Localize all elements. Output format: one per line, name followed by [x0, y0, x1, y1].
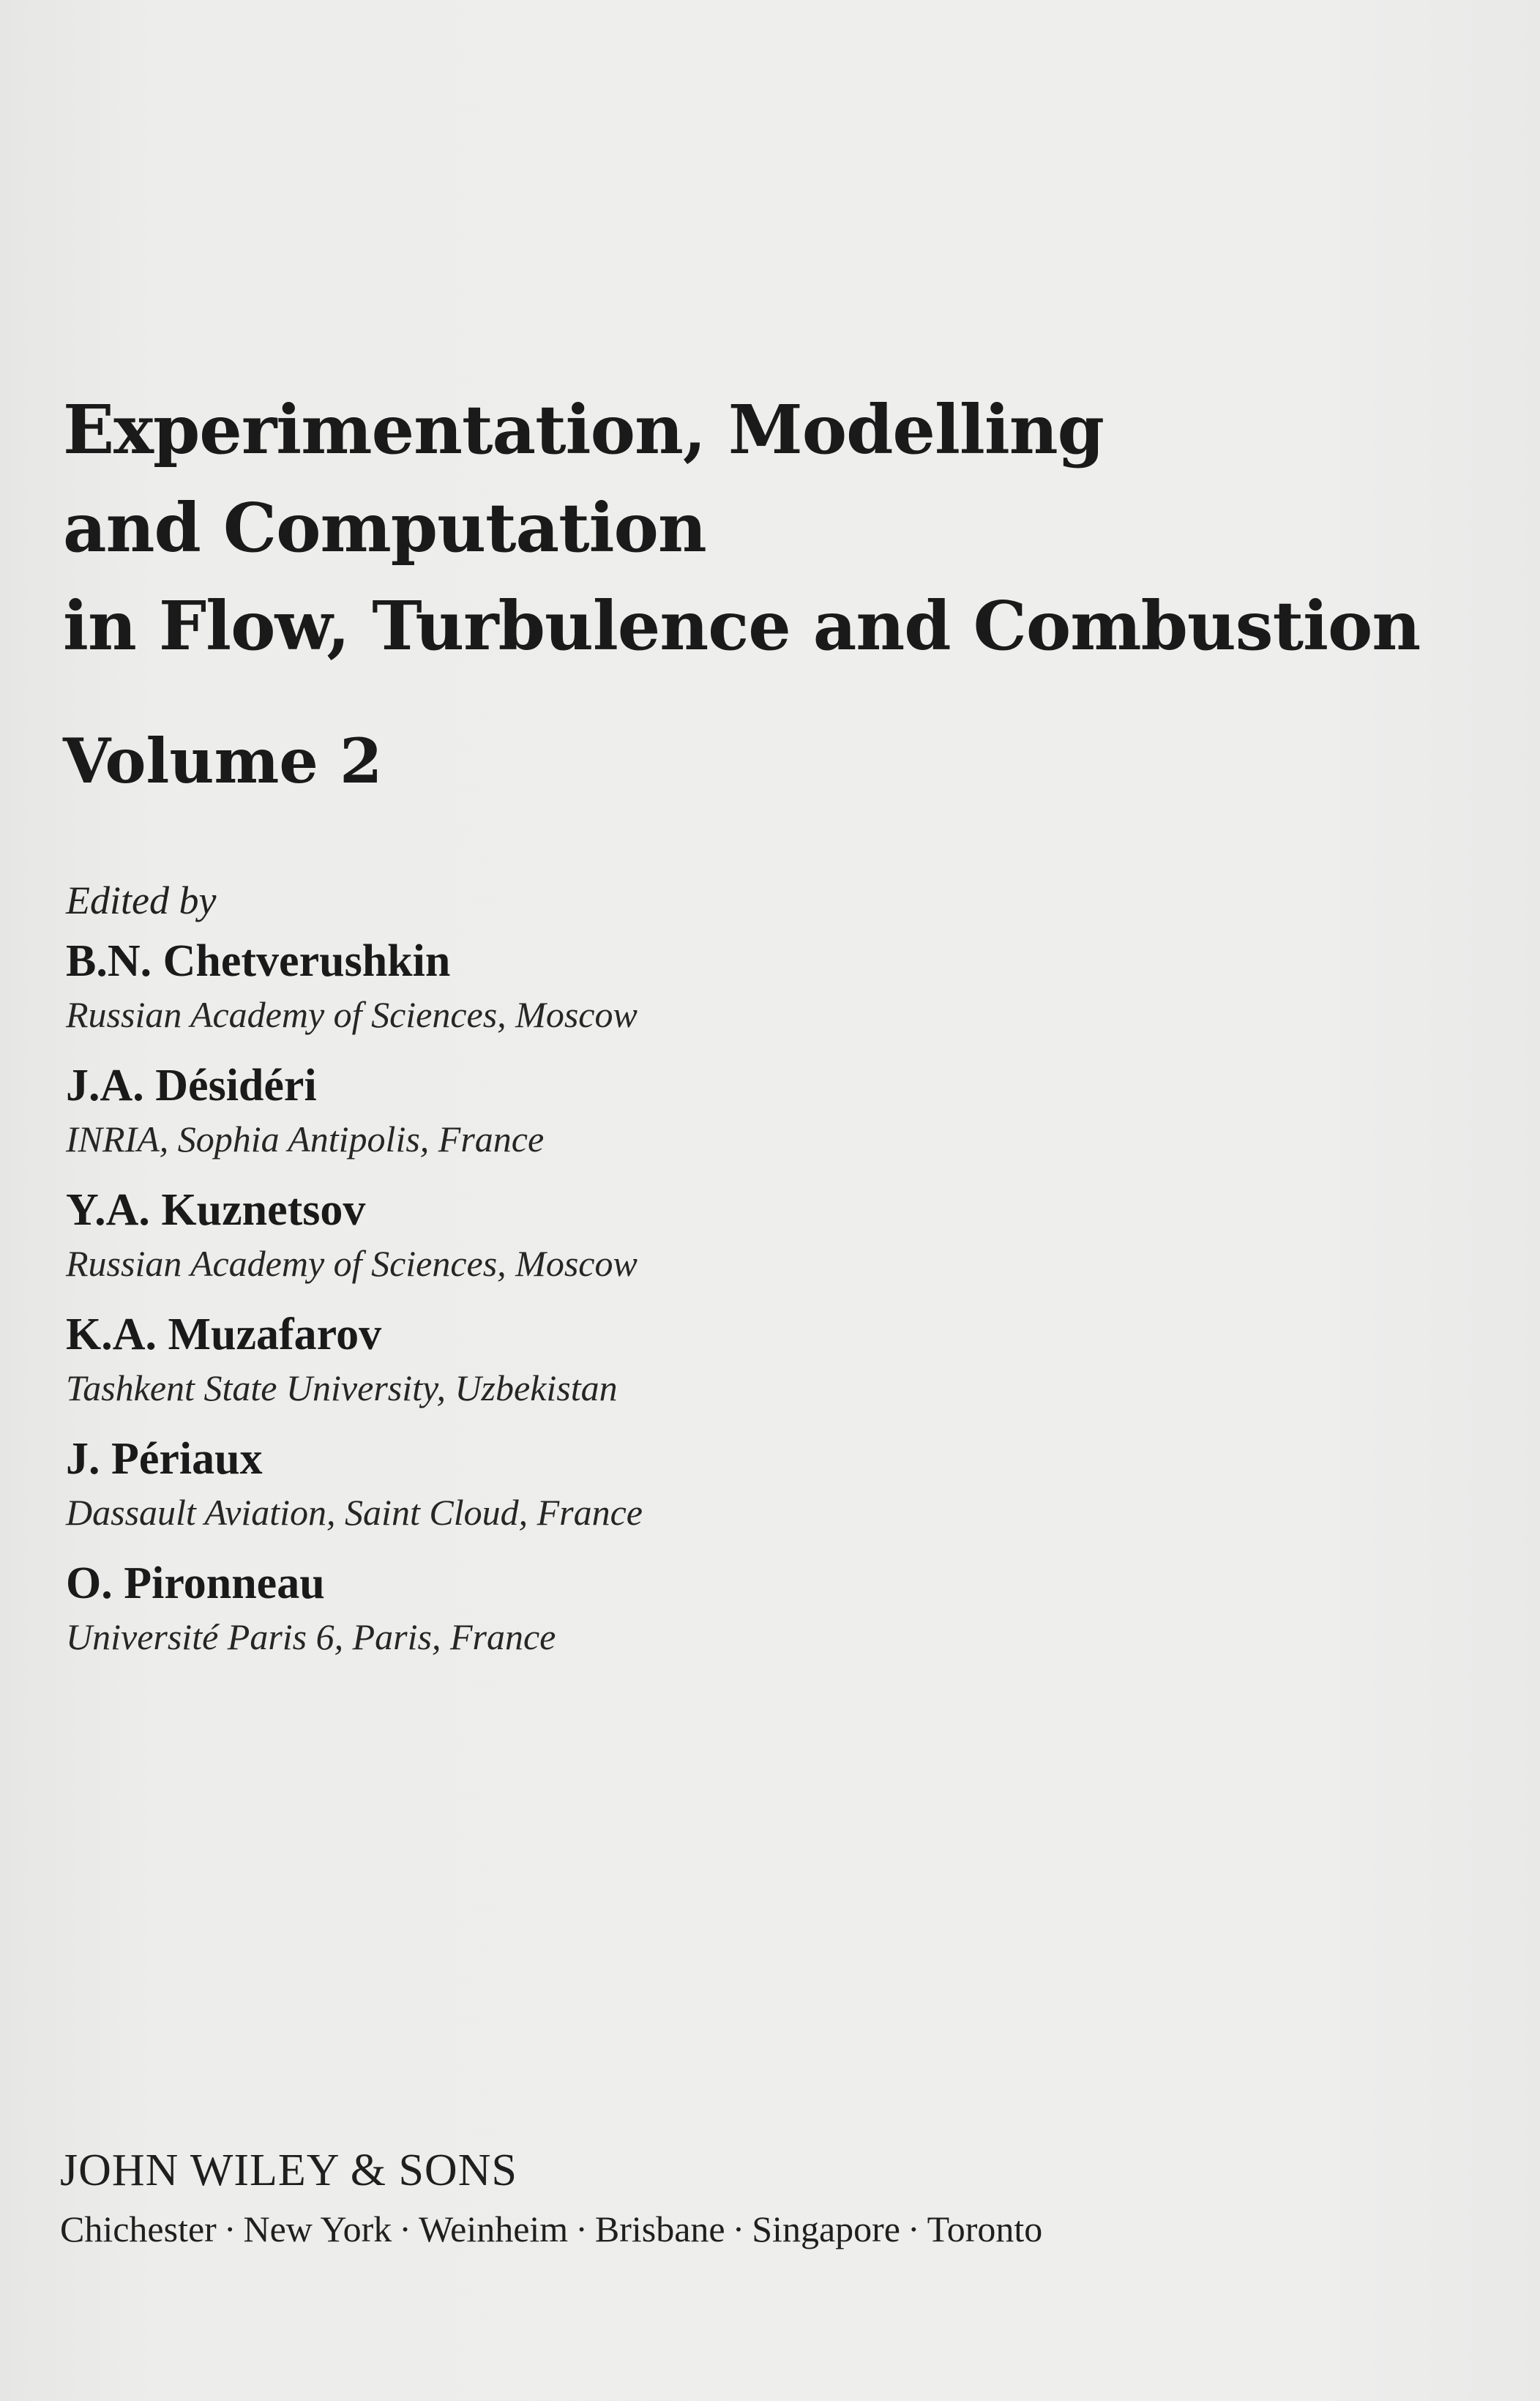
editors-list [66, 875, 1091, 1679]
editor-affiliation: Dassault Aviation, Saint Cloud, France [66, 1492, 643, 1533]
editor-affiliation: Université Paris 6, Paris, France [66, 1616, 556, 1657]
city-separator: · [575, 2208, 588, 2249]
editor-affiliation: Tashkent State University, Uzbekistan [66, 1367, 618, 1408]
city: Brisbane [594, 2208, 725, 2249]
city-separator: · [399, 2208, 411, 2249]
editor-entry [66, 1430, 1091, 1536]
editor-name: B.N. Chetverushkin [66, 936, 451, 986]
editor-entry [66, 1554, 1091, 1661]
editor-entry [66, 1056, 1091, 1163]
city: New York [243, 2208, 392, 2249]
editor-entry [66, 1181, 1091, 1288]
editor-name: J.A. Désidéri [66, 1061, 317, 1110]
publisher-block [60, 2141, 1378, 2255]
city-separator: · [907, 2208, 920, 2249]
editor-entry [66, 1305, 1091, 1412]
city-separator: · [223, 2208, 236, 2249]
editor-affiliation: Russian Academy of Sciences, Moscow [66, 994, 638, 1035]
title-line-1: Experimentation, Modelling [63, 390, 1104, 469]
publisher-cities [60, 2203, 1378, 2255]
title-line-3: in Flow, Turbulence and Combustion [63, 586, 1421, 665]
editor-affiliation: Russian Academy of Sciences, Moscow [66, 1243, 638, 1284]
city: Weinheim [418, 2208, 569, 2249]
city: Toronto [927, 2208, 1043, 2249]
editor-name: J. Périaux [66, 1434, 263, 1484]
title-line-2: and Computation [63, 488, 706, 567]
city: Chichester [60, 2208, 217, 2249]
city-separator: · [732, 2208, 745, 2249]
city: Singapore [752, 2208, 900, 2249]
editor-entry [66, 932, 1091, 1039]
editor-name: O. Pironneau [66, 1558, 325, 1608]
book-title [63, 381, 1454, 675]
editor-affiliation: INRIA, Sophia Antipolis, France [66, 1119, 545, 1160]
volume-label: Volume 2 [63, 725, 383, 797]
publisher-name: JOHN WILEY & SONS [60, 2146, 517, 2195]
editor-name: K.A. Muzafarov [66, 1310, 382, 1359]
edited-by-label: Edited by [66, 878, 217, 922]
editor-name: Y.A. Kuznetsov [66, 1185, 366, 1235]
